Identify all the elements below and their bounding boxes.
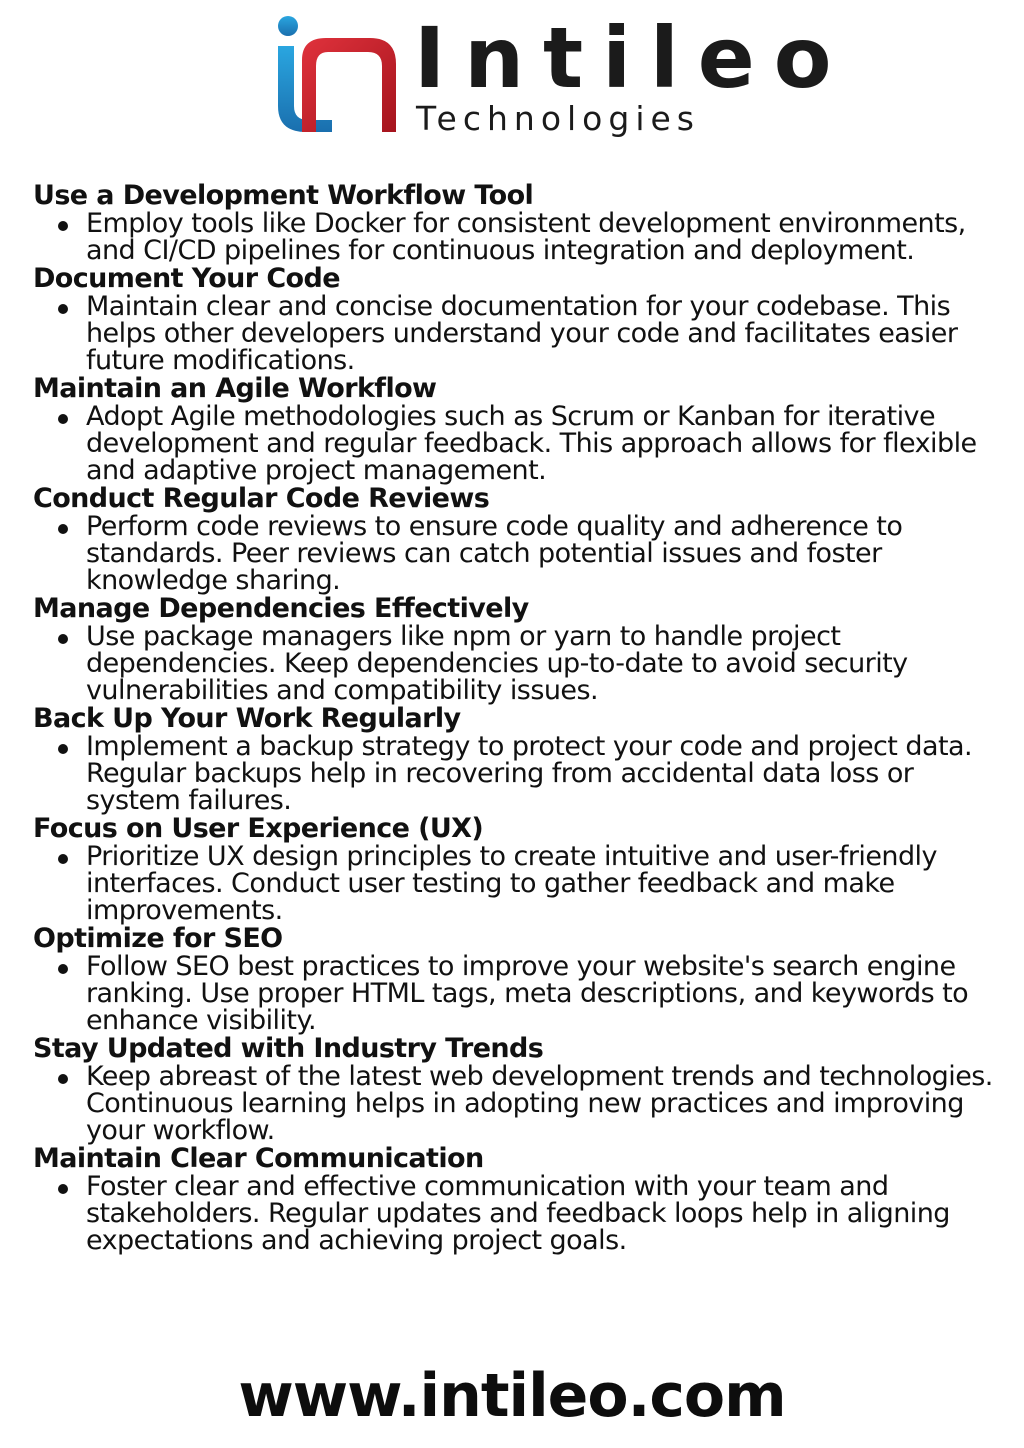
tip-bullet-list	[33, 1063, 1003, 1144]
tip-text: Follow SEO best practices to improve your website's search engine ranking. Use proper HTML tags, meta descriptions, and keywords to enhance visibility.	[86, 951, 969, 1036]
tip-title: Manage Dependencies Effectively	[33, 593, 529, 624]
tip-section	[33, 594, 1003, 704]
tip-bullet-item	[86, 210, 1003, 264]
bullet-icon	[58, 964, 68, 974]
tip-title: Back Up Your Work Regularly	[33, 703, 461, 734]
tip-text: Adopt Agile methodologies such as Scrum or Kanban for iterative development and regular feedback. This approach allows for flexible and adaptive project management.	[86, 401, 977, 486]
bullet-icon	[58, 304, 68, 314]
tip-text: Maintain clear and concise documentation for your codebase. This helps other developers understand your code and facilitates easier future modifications.	[86, 291, 958, 376]
tip-title: Maintain Clear Communication	[33, 1143, 484, 1174]
tips-list	[33, 181, 1003, 1254]
tip-bullet-list	[33, 953, 1003, 1034]
tip-title: Optimize for SEO	[33, 923, 283, 954]
tip-bullet-item	[86, 293, 1003, 374]
website-url: www.intileo.com	[238, 1361, 786, 1431]
tip-text: Implement a backup strategy to protect your code and project data. Regular backups help in recovering from accidental data loss or system failures.	[86, 731, 973, 816]
bullet-icon	[58, 854, 68, 864]
tip-bullet-list	[33, 1173, 1003, 1254]
bullet-icon	[58, 634, 68, 644]
header	[0, 0, 1024, 170]
tip-bullet-item	[86, 1173, 1003, 1254]
tip-bullet-item	[86, 953, 1003, 1034]
tip-bullet-list	[33, 210, 1003, 264]
bullet-icon	[58, 1184, 68, 1194]
tip-bullet-list	[33, 843, 1003, 924]
bullet-icon	[58, 744, 68, 754]
tip-title: Document Your Code	[33, 263, 340, 294]
bullet-icon	[58, 414, 68, 424]
tip-text: Perform code reviews to ensure code quality and adherence to standards. Peer reviews can catch potential issues and foster knowledge sharing.	[86, 511, 903, 596]
tip-section	[33, 924, 1003, 1034]
tip-bullet-item	[86, 513, 1003, 594]
tip-title: Conduct Regular Code Reviews	[33, 483, 490, 514]
bullet-icon	[58, 1074, 68, 1084]
tip-title: Use a Development Workflow Tool	[33, 180, 534, 211]
tip-text: Use package managers like npm or yarn to handle project dependencies. Keep dependencies up-to-date to avoid security vulnerabilities and compatibility issues.	[86, 621, 908, 706]
tip-bullet-item	[86, 843, 1003, 924]
tip-section	[33, 484, 1003, 594]
tip-bullet-list	[33, 733, 1003, 814]
tip-text: Keep abreast of the latest web development trends and technologies. Continuous learning helps in adopting new practices and improving your workflow.	[86, 1061, 993, 1146]
tip-section	[33, 1144, 1003, 1254]
tip-section	[33, 181, 1003, 264]
tip-section	[33, 1034, 1003, 1144]
brand-subtitle: Technologies	[416, 99, 700, 138]
tip-section	[33, 264, 1003, 374]
tip-section	[33, 374, 1003, 484]
tip-section	[33, 814, 1003, 924]
tip-bullet-item	[86, 1063, 1003, 1144]
tip-bullet-item	[86, 733, 1003, 814]
tip-bullet-item	[86, 623, 1003, 704]
tip-bullet-list	[33, 623, 1003, 704]
tip-title: Maintain an Agile Workflow	[33, 373, 437, 404]
tip-title: Stay Updated with Industry Trends	[33, 1033, 544, 1064]
bullet-icon	[58, 221, 68, 231]
tip-text: Foster clear and effective communication with your team and stakeholders. Regular updates and feedback loops help in aligning expectations and achieving project goals.	[86, 1171, 950, 1256]
bullet-icon	[58, 524, 68, 534]
brand-name: Intileo	[414, 9, 851, 107]
tip-bullet-list	[33, 403, 1003, 484]
intileo-logo-icon	[266, 14, 412, 138]
tip-section	[33, 704, 1003, 814]
tip-text: Prioritize UX design principles to create intuitive and user-friendly interfaces. Conduct user testing to gather feedback and make improvements.	[86, 841, 937, 926]
tip-bullet-list	[33, 513, 1003, 594]
tip-title: Focus on User Experience (UX)	[33, 813, 484, 844]
tip-text: Employ tools like Docker for consistent development environments, and CI/CD pipelines for continuous integration and deployment.	[86, 208, 966, 266]
tip-bullet-item	[86, 403, 1003, 484]
tip-bullet-list	[33, 293, 1003, 374]
